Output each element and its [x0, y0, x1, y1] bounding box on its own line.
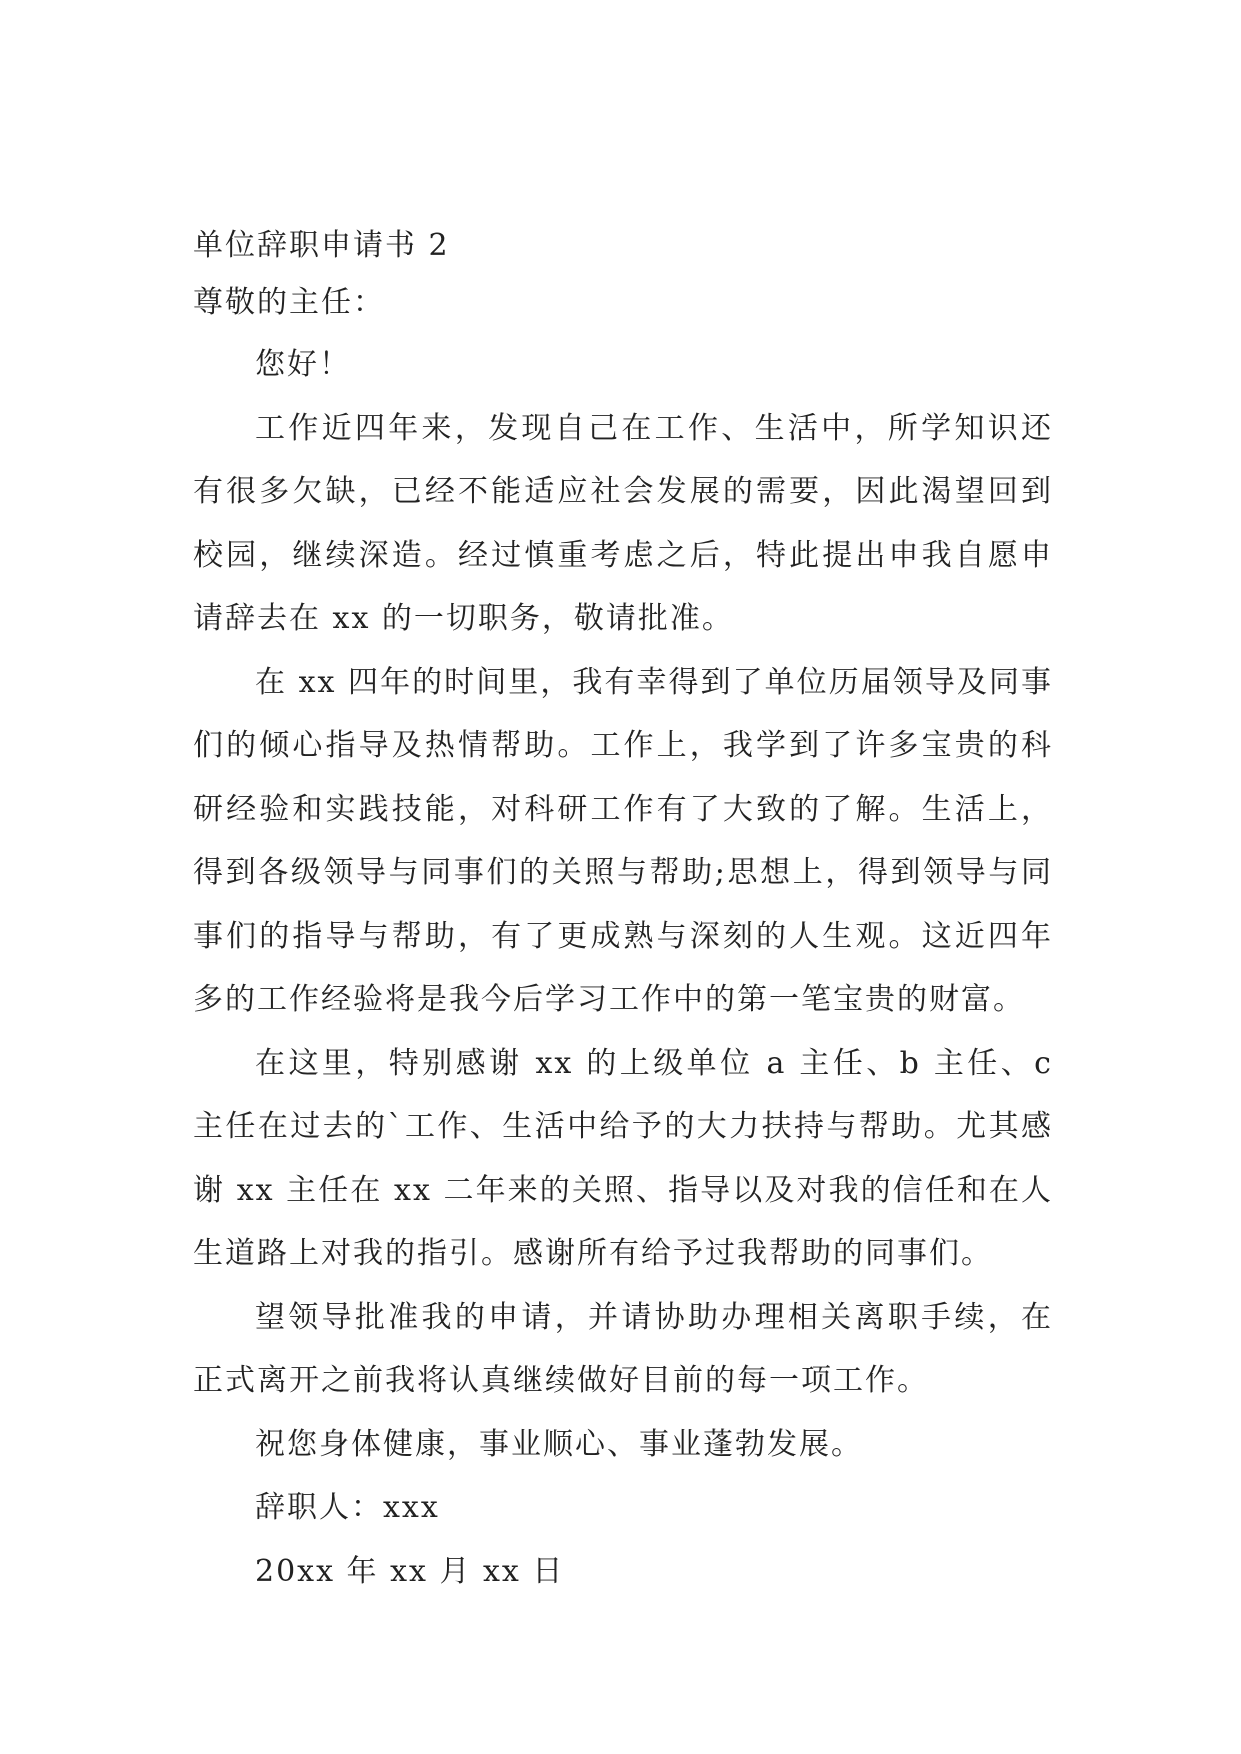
salutation: 尊敬的主任：	[193, 285, 385, 320]
document-title: 单位辞职申请书 2	[193, 228, 450, 263]
signature: 辞职人：xxx	[255, 1490, 440, 1525]
body-paragraph-3: 在这里，特别感谢 xx 的上级单位 a 主任、b 主任、c 主任在过去的`工作、生活中给予的大力扶持与帮助。尤其感谢 xx 主任在 xx 二年来的关照、指导以及对我的信任和在人生道路上对我的指引。感谢所有给予过我帮助的同事们。	[193, 1045, 1053, 1271]
document-body	[193, 218, 1053, 1603]
body-paragraph-1: 工作近四年来，发现自己在工作、生活中，所学知识还有很多欠缺，已经不能适应社会发展的需要，因此渴望回到校园，继续深造。经过慎重考虑之后，特此提出申我自愿申请辞去在 xx 的一切职务，敬请批准。	[193, 410, 1053, 636]
body-paragraph-2: 在 xx 四年的时间里，我有幸得到了单位历届领导及同事们的倾心指导及热情帮助。工作上，我学到了许多宝贵的科研经验和实践技能，对科研工作有了大致的了解。生活上，得到各级领导与同事们的关照与帮助;思想上，得到领导与同事们的指导与帮助，有了更成熟与深刻的人生观。这近四年多的工作经验将是我今后学习工作中的第一笔宝贵的财富。	[193, 664, 1053, 1017]
date: 20xx 年 xx 月 xx 日	[255, 1553, 565, 1589]
greeting: 您好！	[255, 347, 351, 382]
closing-wish: 祝您身体健康，事业顺心、事业蓬勃发展。	[255, 1426, 863, 1462]
body-paragraph-4: 望领导批准我的申请，并请协助办理相关离职手续，在正式离开之前我将认真继续做好目前的每一项工作。	[193, 1299, 1053, 1398]
